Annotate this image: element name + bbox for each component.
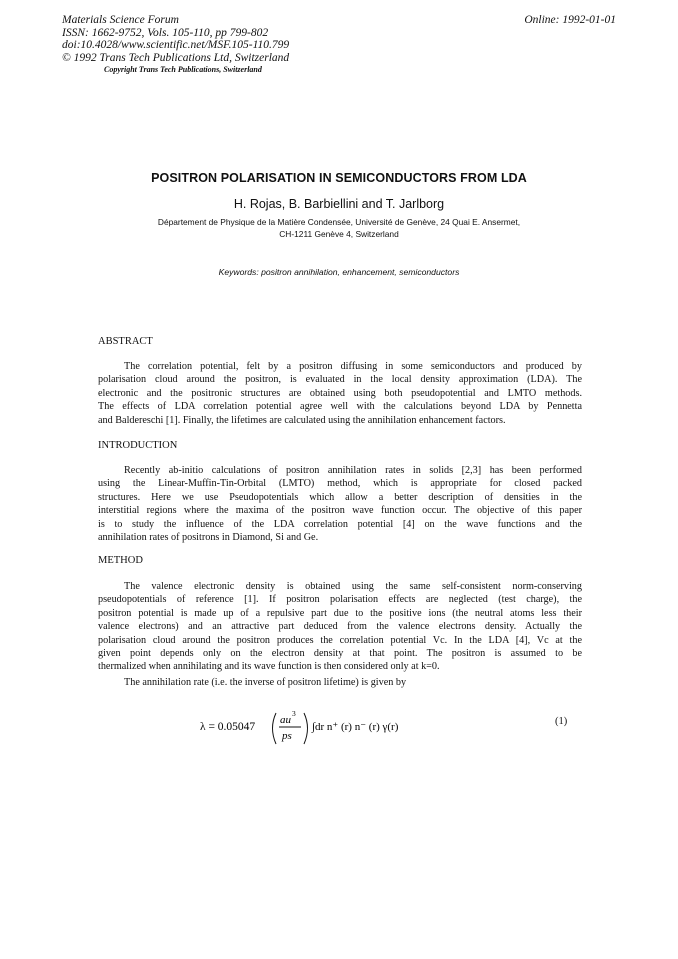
- equation-number: (1): [555, 716, 568, 727]
- journal-name: Materials Science Forum: [62, 14, 179, 26]
- method-body: [98, 580, 582, 674]
- doi-line: doi:10.4028/www.scientific.net/MSF.105-110.799: [62, 39, 290, 52]
- equation: [200, 708, 530, 744]
- text-line: is to study the influence of the LDA correlation potential [4] on the wave functions and the: [98, 518, 582, 530]
- text-line: The effects of LDA correlation potential agree well with the calculations beyond LDA by Pennetta: [98, 401, 582, 413]
- text-line: interstitial regions where the maxima of the positron wave function occur. The objective of this paper: [98, 505, 582, 517]
- text-line: Recently ab-initio calculations of positron annihilation rates in solids [2,3] has been performed: [124, 465, 582, 476]
- authors: H. Rojas, B. Barbiellini and T. Jarlborg: [233, 197, 445, 211]
- text-line: electronic and the positronic structures are obtained using both pseudopotential and LMTO methods.: [98, 387, 582, 399]
- text-line: polarisation cloud around the positron, is evaluated in the local density approximation (LDA). The: [98, 374, 582, 386]
- equation-graphic: [200, 708, 530, 748]
- text-line: The valence electronic density is obtained using the same self-consistent norm-conserving: [124, 581, 582, 592]
- affiliation-line: CH-1211 Genève 4, Switzerland: [279, 229, 399, 239]
- text-line: using the Linear-Muffin-Tin-Orbital (LMTO) method, which is appropriate for closed packed: [98, 478, 582, 490]
- copyright-note: Copyright Trans Tech Publications, Switzerland: [104, 65, 262, 75]
- text-line: pseudopotentials of reference [1]. If positron polarisation effects are neglected (test charge), the: [98, 594, 582, 606]
- affiliation-line: Département de Physique de la Matière Condensée, Université de Genève, 24 Quai E. Ansermet,: [157, 217, 521, 227]
- text-line: and Baldereschi [1]. Finally, the lifetimes are calculated using the annihilation enhancement factors.: [98, 414, 506, 426]
- rate-intro: [98, 676, 582, 689]
- text-line: structures. Here we use Pseudopotentials which allow a better description of densities in the: [98, 491, 582, 503]
- text-line: thermalized when annihilating and its wave function is then considered only at k=0.: [98, 661, 440, 673]
- affiliation: [0, 216, 678, 240]
- paren-left: [273, 713, 277, 744]
- equation-lhs: λ = 0.05047: [200, 721, 256, 733]
- online-date: Online: 1992-01-01: [524, 14, 616, 26]
- issn-line: ISSN: 1662-9752, Vols. 105-110, pp 799-802: [62, 26, 269, 39]
- keywords: Keywords: positron annihilation, enhancement, semiconductors: [218, 267, 460, 277]
- paper-title: POSITRON POLARISATION IN SEMICONDUCTORS FROM LDA: [151, 171, 527, 185]
- paren-right: [304, 713, 308, 744]
- text-line: annihilation rates of positrons in Diamond, Si and Ge.: [98, 532, 319, 544]
- equation-numerator: au: [280, 714, 291, 726]
- text-line: given point depends only on the electron density at that point. The positron is assumed to be: [98, 648, 582, 660]
- abstract-body: [98, 360, 582, 427]
- text-line: polarisation cloud around the positron produces the correlation potential Vc. In the LDA [4], Vc at the: [98, 634, 582, 646]
- copyright-line: © 1992 Trans Tech Publications Ltd, Switzerland: [62, 51, 290, 64]
- journal-header: [62, 14, 289, 76]
- equation-denominator: ps: [282, 730, 292, 742]
- method-heading: METHOD: [98, 555, 143, 566]
- text-line: The correlation potential, felt by a positron diffusing in some semiconductors and produced by: [124, 361, 582, 372]
- equation-integral: ∫dr n⁺ (r) n⁻ (r) γ(r): [312, 721, 399, 733]
- equation-exponent: 3: [292, 709, 296, 718]
- abstract-heading: ABSTRACT: [98, 336, 153, 347]
- text-line: valence electrons) and an attractive part deduced from the valence electrons density. Actually the: [98, 621, 582, 633]
- introduction-body: [98, 464, 582, 544]
- text-line: The annihilation rate (i.e. the inverse of positron lifetime) is given by: [124, 677, 407, 688]
- introduction-heading: INTRODUCTION: [98, 440, 178, 451]
- text-line: positron potential is made up of a repulsive part due to the positive ions (the neutral atoms less their: [98, 607, 582, 619]
